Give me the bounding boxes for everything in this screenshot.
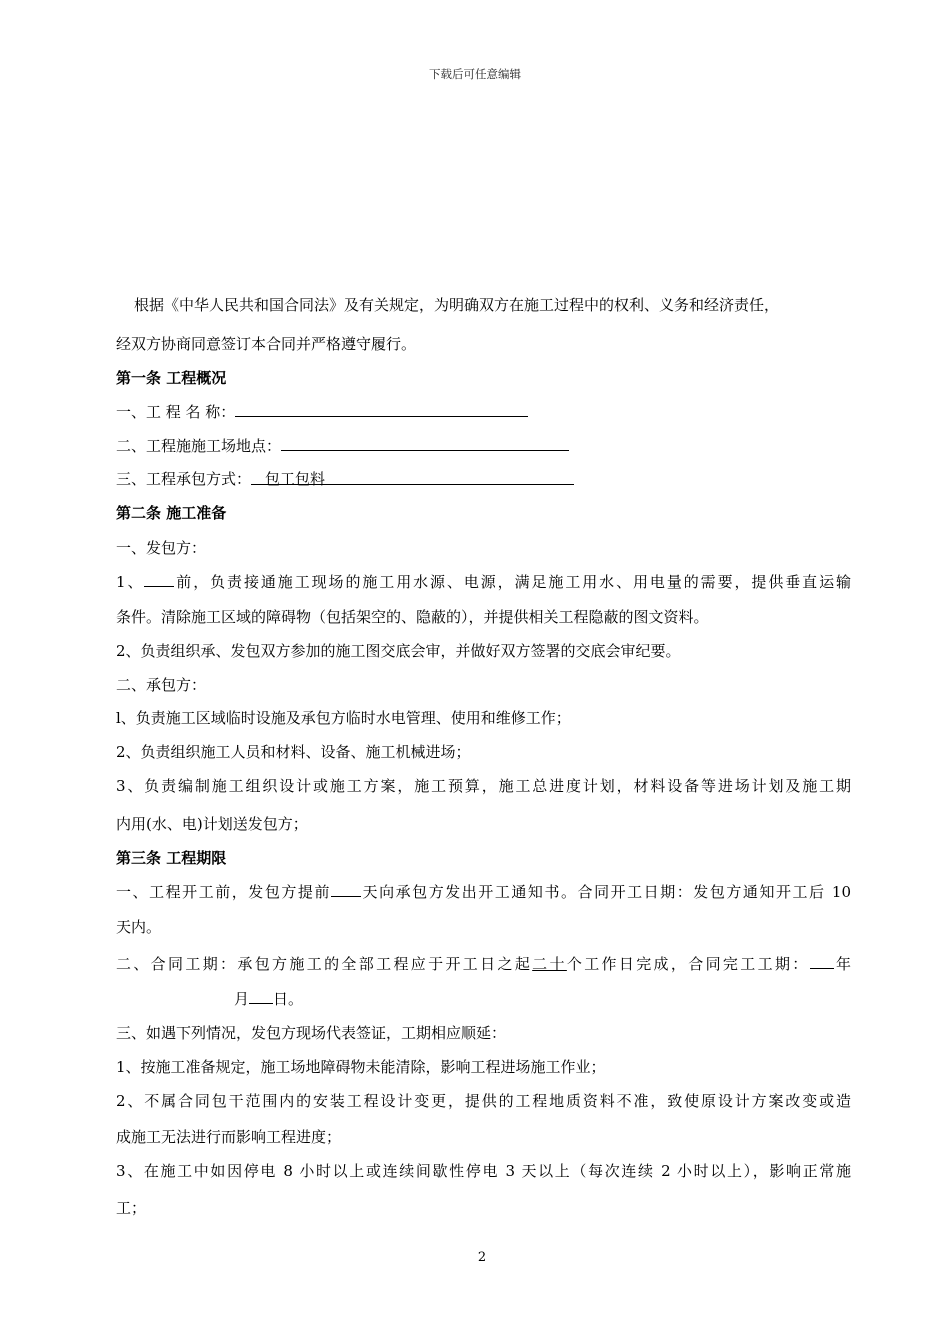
- party-b-item-2: 2、负责组织施工人员和材料、设备、施工机械进场；: [116, 743, 471, 761]
- party-a-item-1-blank: [144, 572, 174, 587]
- party-a-heading: 一、发包方：: [116, 539, 207, 557]
- project-site-blank: [281, 436, 569, 451]
- contract-mode-value: 包工包料: [265, 470, 326, 488]
- day-label: 日。: [273, 990, 304, 1008]
- page-header-note: 下载后可任意编辑: [429, 67, 521, 81]
- article-1-title: 第一条 工程概况: [116, 369, 227, 387]
- contract-mode-field: [251, 470, 574, 488]
- month-label: 月: [234, 990, 250, 1008]
- extension-case-2-cont: 成施工无法进行而影响工程进度；: [116, 1128, 342, 1146]
- party-a-item-2: 2、负责组织承、发包双方参加的施工图交底会审，并做好双方签署的交底会审纪要。: [116, 642, 681, 660]
- duration-text-b: 个工作日完成，合同完工工期：: [566, 955, 810, 973]
- party-a-item-1-num: 1、: [116, 573, 145, 591]
- notice-clause-text-b: 天向承包方发出开工通知书。合同开工日期：发包方通知开工后 10: [361, 883, 851, 901]
- party-a-item-1: [116, 572, 851, 591]
- party-b-item-1: l、负责施工区域临时设施及承包方临时水电管理、使用和维修工作；: [116, 709, 571, 727]
- article-2-title: 第二条 施工准备: [116, 504, 227, 522]
- project-name-label: 一、工 程 名 称：: [116, 403, 236, 421]
- project-site-row: [116, 436, 851, 455]
- notice-clause-cont: 天内。: [116, 918, 162, 936]
- duration-clause-cont: [234, 989, 534, 1008]
- intro-line-1: 根据《中华人民共和国合同法》及有关规定，为明确双方在施工过程中的权利、义务和经济责任，: [134, 296, 780, 314]
- intro-line-2: 经双方协商同意签订本合同并严格遵守履行。: [116, 335, 417, 353]
- notice-days-blank: [331, 882, 361, 897]
- party-b-item-3-cont: 内用(水、电)计划送发包方；: [116, 815, 308, 833]
- extension-case-3-cont: 工；: [116, 1199, 147, 1217]
- year-label: 年: [833, 955, 851, 973]
- project-site-label: 二、工程施施工场地点：: [116, 437, 282, 455]
- party-b-item-3: 3、负责编制施工组织设计或施工方案，施工预算，施工总进度计划，材料设备等进场计划及施工期: [116, 777, 851, 795]
- party-b-heading: 二、承包方：: [116, 676, 207, 694]
- duration-days: 二十: [532, 955, 567, 973]
- extension-case-3: 3、在施工中如因停电 8 小时以上或连续间歇性停电 3 天以上（每次连续 2 小时以上），影响正常施: [116, 1162, 851, 1180]
- project-name-blank: [235, 402, 528, 417]
- notice-clause-text-a: 一、工程开工前，发包方提前: [116, 883, 331, 901]
- party-a-item-1-text: 前，负责接通施工现场的施工用水源、电源，满足施工用水、用电量的需要，提供垂直运输: [174, 573, 851, 591]
- extension-case-1: 1、按施工准备规定，施工场地障碍物未能清除，影响工程进场施工作业；: [116, 1058, 606, 1076]
- year-blank: [810, 954, 834, 969]
- extension-clause: 三、如遇下列情况，发包方现场代表签证，工期相应顺延：: [116, 1024, 507, 1042]
- contract-mode-row: [116, 470, 851, 488]
- duration-text-a: 二、合同工期：承包方施工的全部工程应于开工日之起: [116, 955, 533, 973]
- page-number: 2: [477, 1250, 487, 1265]
- extension-case-2: 2、不属合同包干范围内的安装工程设计变更，提供的工程地质资料不准，致使原设计方案改变或造: [116, 1092, 851, 1110]
- project-name-row: [116, 402, 851, 421]
- duration-clause: [116, 954, 851, 973]
- notice-clause: [116, 882, 851, 901]
- day-blank: [249, 989, 273, 1004]
- contract-mode-label: 三、工程承包方式：: [116, 470, 252, 488]
- party-a-item-1-cont: 条件。清除施工区域的障碍物（包括架空的、隐蔽的），并提供相关工程隐蔽的图文资料。: [116, 608, 709, 626]
- article-3-title: 第三条 工程期限: [116, 849, 227, 867]
